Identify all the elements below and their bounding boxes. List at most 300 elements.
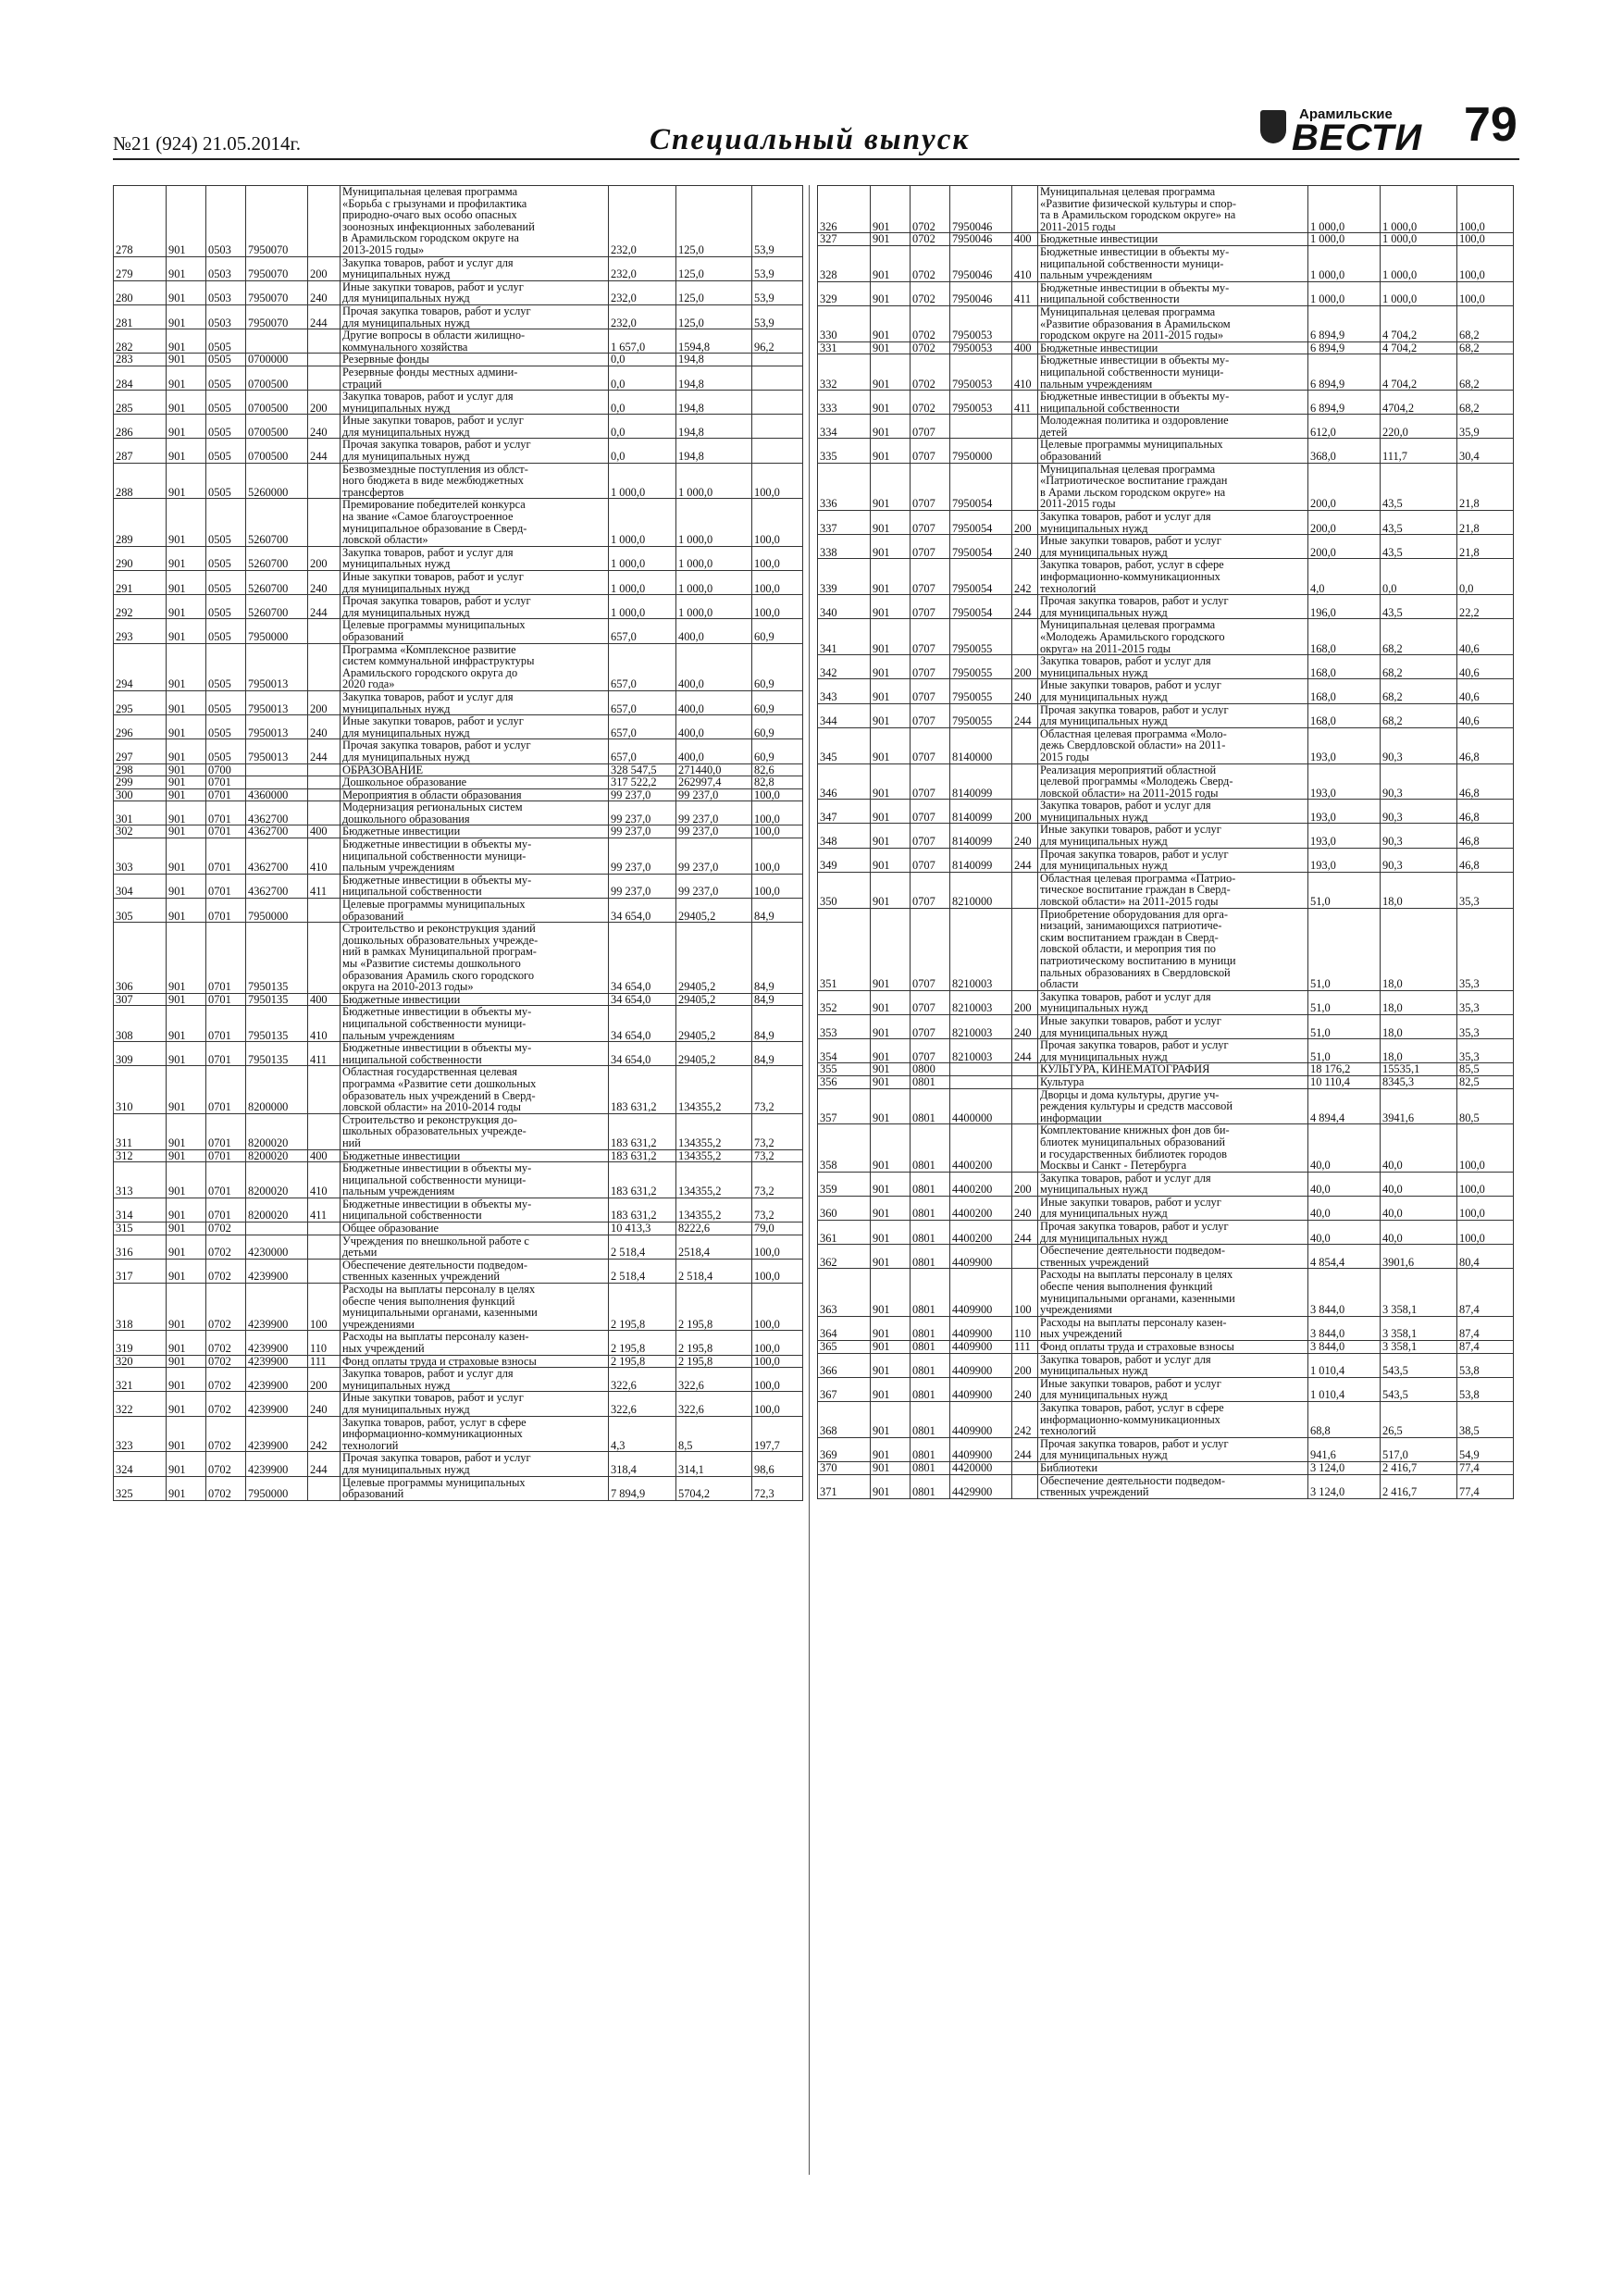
expense-type <box>308 899 341 923</box>
item-name: Резервные фонды <box>341 354 609 366</box>
plan-amount: 99 237,0 <box>609 838 676 875</box>
row-number: 325 <box>114 1476 167 1500</box>
section-code: 0707 <box>911 848 950 872</box>
section-code: 0701 <box>206 1198 246 1222</box>
actual-amount: 29405,2 <box>676 923 752 994</box>
table-row <box>818 511 1514 535</box>
table-body-left <box>114 186 803 1501</box>
section-code: 0700 <box>206 763 246 776</box>
plan-amount: 196,0 <box>1308 595 1381 619</box>
percent: 85,5 <box>1457 1063 1514 1076</box>
plan-amount: 6 894,9 <box>1308 354 1381 391</box>
section-code: 0707 <box>911 1039 950 1063</box>
table-row <box>818 1075 1514 1088</box>
actual-amount: 29405,2 <box>676 1006 752 1042</box>
ministry-code: 901 <box>871 1353 911 1377</box>
expense-type <box>308 619 341 643</box>
item-name: Закупка товаров, работ и услуг для муниципальных нужд <box>1038 1353 1308 1377</box>
section-code: 0707 <box>911 800 950 824</box>
ministry-code: 901 <box>871 848 911 872</box>
section-code: 0505 <box>206 546 246 570</box>
row-number: 286 <box>114 415 167 439</box>
item-name: Комплектование книжных фон дов би- блиотек муниципальных образований и государственных библиотек городов Москвы и Санкт - Петербурга <box>1038 1124 1308 1172</box>
plan-amount: 0,0 <box>609 366 676 390</box>
actual-amount: 125,0 <box>676 186 752 257</box>
section-code: 0707 <box>911 511 950 535</box>
expense-type: 244 <box>308 1452 341 1476</box>
table-row <box>114 1198 803 1222</box>
expense-type <box>308 463 341 499</box>
row-number: 322 <box>114 1392 167 1416</box>
ministry-code: 901 <box>871 415 911 439</box>
plan-amount: 232,0 <box>609 304 676 329</box>
table-row <box>114 1259 803 1283</box>
item-name: Областная государственная целевая программа «Развитие сети дошкольных образователь ных учреждений в Сверд- ловской области» на 2010-2014 годы <box>341 1066 609 1113</box>
ministry-code: 901 <box>871 1461 911 1474</box>
target-article: 5260700 <box>246 571 308 595</box>
plan-amount: 183 631,2 <box>609 1113 676 1149</box>
ministry-code: 901 <box>167 923 206 994</box>
target-article: 4409900 <box>950 1353 1012 1377</box>
ministry-code: 901 <box>871 1474 911 1498</box>
plan-amount: 1 010,4 <box>1308 1353 1381 1377</box>
table-row <box>818 1124 1514 1172</box>
actual-amount: 29405,2 <box>676 1042 752 1066</box>
actual-amount: 134355,2 <box>676 1198 752 1222</box>
row-number: 312 <box>114 1149 167 1162</box>
row-number: 356 <box>818 1075 871 1088</box>
expense-type: 240 <box>1012 535 1038 559</box>
target-article: 8200020 <box>246 1198 308 1222</box>
table-row <box>818 824 1514 848</box>
logo-big-text: ВЕСТИ <box>1292 118 1423 158</box>
ministry-code: 901 <box>167 1042 206 1066</box>
section-code: 0702 <box>206 1452 246 1476</box>
target-article: 4230000 <box>246 1235 308 1259</box>
ministry-code: 901 <box>871 655 911 679</box>
ministry-code: 901 <box>871 824 911 848</box>
row-number: 365 <box>818 1341 871 1354</box>
table-row <box>114 595 803 619</box>
target-article: 0700500 <box>246 366 308 390</box>
plan-amount: 168,0 <box>1308 619 1381 655</box>
plan-amount: 6 894,9 <box>1308 341 1381 354</box>
section-code: 0707 <box>911 872 950 908</box>
percent <box>752 366 803 390</box>
target-article: 7950054 <box>950 511 1012 535</box>
target-article: 8200020 <box>246 1149 308 1162</box>
item-name: Иные закупки товаров, работ и услуг для муниципальных нужд <box>341 571 609 595</box>
actual-amount: 90,3 <box>1381 763 1457 800</box>
expense-type <box>308 1222 341 1235</box>
percent: 100,0 <box>1457 186 1514 233</box>
table-row <box>818 1014 1514 1038</box>
section-code: 0505 <box>206 690 246 714</box>
target-article: 7950046 <box>950 281 1012 305</box>
ministry-code: 901 <box>167 1452 206 1476</box>
expense-type <box>1012 439 1038 463</box>
expense-type <box>308 763 341 776</box>
ministry-code: 901 <box>871 1245 911 1269</box>
expense-type: 244 <box>308 304 341 329</box>
actual-amount: 4 704,2 <box>1381 341 1457 354</box>
actual-amount: 18,0 <box>1381 872 1457 908</box>
table-row <box>114 1235 803 1259</box>
item-name: Иные закупки товаров, работ и услуг для муниципальных нужд <box>341 280 609 304</box>
ministry-code: 901 <box>167 595 206 619</box>
expense-type: 400 <box>308 993 341 1006</box>
item-name: Молодежная политика и оздоровление детей <box>1038 415 1308 439</box>
row-number: 340 <box>818 595 871 619</box>
table-row <box>818 354 1514 391</box>
expense-type <box>1012 305 1038 341</box>
section-code: 0801 <box>911 1245 950 1269</box>
ministry-code: 901 <box>167 801 206 825</box>
section-code: 0505 <box>206 366 246 390</box>
actual-amount: 8222,6 <box>676 1222 752 1235</box>
row-number: 320 <box>114 1355 167 1368</box>
item-name: Бюджетные инвестиции в объекты му- ниципальной собственности <box>1038 281 1308 305</box>
ministry-code: 901 <box>167 1331 206 1355</box>
ministry-code: 901 <box>167 1416 206 1452</box>
actual-amount: 4 704,2 <box>1381 305 1457 341</box>
row-number: 296 <box>114 715 167 739</box>
section-code: 0503 <box>206 304 246 329</box>
expense-type <box>308 329 341 354</box>
header-rule <box>113 158 1519 160</box>
ministry-code: 901 <box>167 1259 206 1283</box>
actual-amount: 43,5 <box>1381 535 1457 559</box>
section-code: 0707 <box>911 727 950 763</box>
plan-amount: 34 654,0 <box>609 993 676 1006</box>
row-number: 334 <box>818 415 871 439</box>
percent: 35,3 <box>1457 1014 1514 1038</box>
actual-amount: 15535,1 <box>1381 1063 1457 1076</box>
table-row <box>114 1066 803 1113</box>
percent: 60,9 <box>752 715 803 739</box>
actual-amount: 0,0 <box>1381 559 1457 595</box>
target-article: 7950013 <box>246 739 308 763</box>
row-number: 367 <box>818 1377 871 1401</box>
expense-type: 410 <box>1012 354 1038 391</box>
target-article: 4409900 <box>950 1377 1012 1401</box>
target-article: 5260700 <box>246 546 308 570</box>
section-code: 0707 <box>911 824 950 848</box>
table-row <box>114 1113 803 1149</box>
section-code: 0701 <box>206 1113 246 1149</box>
actual-amount: 1594,8 <box>676 329 752 354</box>
ministry-code: 901 <box>167 1198 206 1222</box>
table-row <box>818 1377 1514 1401</box>
table-row <box>114 391 803 415</box>
row-number: 318 <box>114 1284 167 1331</box>
plan-amount: 1 000,0 <box>609 499 676 546</box>
row-number: 310 <box>114 1066 167 1113</box>
percent: 53,9 <box>752 186 803 257</box>
target-article: 4409900 <box>950 1401 1012 1437</box>
expense-type: 400 <box>308 1149 341 1162</box>
ministry-code: 901 <box>871 1088 911 1124</box>
ministry-code: 901 <box>871 1172 911 1196</box>
ministry-code: 901 <box>871 354 911 391</box>
percent: 73,2 <box>752 1066 803 1113</box>
expense-type: 240 <box>1012 824 1038 848</box>
target-article: 7950053 <box>950 341 1012 354</box>
plan-amount: 232,0 <box>609 280 676 304</box>
expense-type <box>1012 619 1038 655</box>
row-number: 313 <box>114 1162 167 1198</box>
percent: 100,0 <box>1457 1221 1514 1245</box>
plan-amount: 0,0 <box>609 415 676 439</box>
row-number: 346 <box>818 763 871 800</box>
actual-amount: 68,2 <box>1381 703 1457 727</box>
section-code: 0801 <box>911 1353 950 1377</box>
expense-type: 200 <box>308 391 341 415</box>
percent: 100,0 <box>752 1355 803 1368</box>
row-number: 302 <box>114 825 167 838</box>
table-row <box>818 341 1514 354</box>
expense-type <box>308 776 341 789</box>
percent: 46,8 <box>1457 763 1514 800</box>
section-code: 0701 <box>206 899 246 923</box>
plan-amount: 0,0 <box>609 391 676 415</box>
plan-amount: 7 894,9 <box>609 1476 676 1500</box>
percent: 40,6 <box>1457 679 1514 703</box>
table-row <box>818 559 1514 595</box>
section-code: 0505 <box>206 415 246 439</box>
actual-amount: 194,8 <box>676 354 752 366</box>
expense-type: 200 <box>308 546 341 570</box>
actual-amount: 40,0 <box>1381 1196 1457 1220</box>
plan-amount: 0,0 <box>609 354 676 366</box>
target-article: 8140000 <box>950 727 1012 763</box>
plan-amount: 4 854,4 <box>1308 1245 1381 1269</box>
table-row <box>818 186 1514 233</box>
plan-amount: 232,0 <box>609 186 676 257</box>
ministry-code: 901 <box>167 499 206 546</box>
item-name: Муниципальная целевая программа «Развитие физической культуры и спор- та в Арамильском городском округе» на 2011-2015 годы <box>1038 186 1308 233</box>
table-row <box>818 281 1514 305</box>
row-number: 354 <box>818 1039 871 1063</box>
table-row <box>818 1353 1514 1377</box>
actual-amount: 18,0 <box>1381 908 1457 990</box>
ministry-code: 901 <box>871 1014 911 1038</box>
ministry-code: 901 <box>167 1222 206 1235</box>
percent: 100,0 <box>752 571 803 595</box>
percent <box>752 415 803 439</box>
actual-amount: 1 000,0 <box>676 571 752 595</box>
row-number: 291 <box>114 571 167 595</box>
target-article: 8210003 <box>950 990 1012 1014</box>
expense-type <box>308 1476 341 1500</box>
item-name: Иные закупки товаров, работ и услуг для муниципальных нужд <box>341 415 609 439</box>
plan-amount: 3 844,0 <box>1308 1341 1381 1354</box>
plan-amount: 168,0 <box>1308 679 1381 703</box>
row-number: 326 <box>818 186 871 233</box>
ministry-code: 901 <box>167 739 206 763</box>
plan-amount: 657,0 <box>609 643 676 690</box>
section-code: 0801 <box>911 1461 950 1474</box>
section-code: 0707 <box>911 619 950 655</box>
percent: 35,3 <box>1457 1039 1514 1063</box>
plan-amount: 34 654,0 <box>609 1006 676 1042</box>
row-number: 317 <box>114 1259 167 1283</box>
percent: 53,9 <box>752 256 803 280</box>
ministry-code: 901 <box>871 391 911 415</box>
expense-type: 110 <box>1012 1316 1038 1340</box>
plan-amount: 4,3 <box>609 1416 676 1452</box>
row-number: 353 <box>818 1014 871 1038</box>
table-row <box>114 643 803 690</box>
percent: 100,0 <box>752 825 803 838</box>
expense-type <box>1012 872 1038 908</box>
plan-amount: 10 110,4 <box>1308 1075 1381 1088</box>
ministry-code: 901 <box>167 391 206 415</box>
actual-amount: 1 000,0 <box>1381 186 1457 233</box>
ministry-code: 901 <box>167 619 206 643</box>
item-name: Закупка товаров, работ и услуг для муниципальных нужд <box>341 1368 609 1392</box>
section-code: 0801 <box>911 1075 950 1088</box>
item-name: Областная целевая программа «Моло- дежь Свердловской области» на 2011- 2015 годы <box>1038 727 1308 763</box>
table-row <box>818 1039 1514 1063</box>
plan-amount: 941,6 <box>1308 1437 1381 1461</box>
percent: 35,3 <box>1457 990 1514 1014</box>
expense-type: 244 <box>308 439 341 463</box>
item-name: Культура <box>1038 1075 1308 1088</box>
plan-amount: 317 522,2 <box>609 776 676 789</box>
expense-type: 242 <box>1012 559 1038 595</box>
item-name: Закупка товаров, работ и услуг для муниципальных нужд <box>1038 511 1308 535</box>
left-column <box>113 185 802 1501</box>
target-article <box>950 1075 1012 1088</box>
actual-amount: 18,0 <box>1381 1014 1457 1038</box>
actual-amount: 400,0 <box>676 643 752 690</box>
section-code: 0801 <box>911 1088 950 1124</box>
plan-amount: 232,0 <box>609 256 676 280</box>
row-number: 347 <box>818 800 871 824</box>
plan-amount: 168,0 <box>1308 655 1381 679</box>
expense-type <box>308 366 341 390</box>
percent: 46,8 <box>1457 800 1514 824</box>
percent: 82,6 <box>752 763 803 776</box>
section-code: 0707 <box>911 763 950 800</box>
table-row <box>114 1222 803 1235</box>
section-code: 0707 <box>911 535 950 559</box>
actual-amount: 40,0 <box>1381 1221 1457 1245</box>
target-article: 8140099 <box>950 824 1012 848</box>
actual-amount: 220,0 <box>1381 415 1457 439</box>
plan-amount: 68,8 <box>1308 1401 1381 1437</box>
expense-type: 410 <box>308 838 341 875</box>
section-code: 0707 <box>911 595 950 619</box>
section-code: 0701 <box>206 1066 246 1113</box>
plan-amount: 1 000,0 <box>1308 233 1381 246</box>
actual-amount: 2 195,8 <box>676 1331 752 1355</box>
ministry-code: 901 <box>871 1063 911 1076</box>
target-article: 7950013 <box>246 643 308 690</box>
ministry-code: 901 <box>871 727 911 763</box>
expense-type: 200 <box>1012 1353 1038 1377</box>
expense-type <box>1012 463 1038 510</box>
actual-amount: 262997,4 <box>676 776 752 789</box>
section-code: 0702 <box>911 391 950 415</box>
table-row <box>114 923 803 994</box>
row-number: 358 <box>818 1124 871 1172</box>
expense-type <box>1012 186 1038 233</box>
expense-type: 200 <box>1012 800 1038 824</box>
actual-amount: 90,3 <box>1381 848 1457 872</box>
item-name: Иные закупки товаров, работ и услуг для муниципальных нужд <box>1038 535 1308 559</box>
table-row <box>114 256 803 280</box>
plan-amount: 183 631,2 <box>609 1149 676 1162</box>
plan-amount: 18 176,2 <box>1308 1063 1381 1076</box>
expense-type: 244 <box>1012 1221 1038 1245</box>
section-code: 0701 <box>206 776 246 789</box>
target-article: 4409900 <box>950 1316 1012 1340</box>
item-name: Обеспечение деятельности подведом- ственных казенных учреждений <box>341 1259 609 1283</box>
percent: 40,6 <box>1457 703 1514 727</box>
row-number: 338 <box>818 535 871 559</box>
plan-amount: 6 894,9 <box>1308 305 1381 341</box>
row-number: 345 <box>818 727 871 763</box>
actual-amount: 99 237,0 <box>676 825 752 838</box>
section-code: 0505 <box>206 715 246 739</box>
item-name: Целевые программы муниципальных образований <box>341 899 609 923</box>
row-number: 350 <box>818 872 871 908</box>
row-number: 314 <box>114 1198 167 1222</box>
target-article: 7950135 <box>246 1006 308 1042</box>
percent: 60,9 <box>752 739 803 763</box>
plan-amount: 657,0 <box>609 739 676 763</box>
table-row <box>818 908 1514 990</box>
item-name: Модернизация региональных систем дошкольного образования <box>341 801 609 825</box>
row-number: 362 <box>818 1245 871 1269</box>
percent: 79,0 <box>752 1222 803 1235</box>
row-number: 371 <box>818 1474 871 1498</box>
plan-amount: 3 844,0 <box>1308 1269 1381 1316</box>
item-name: ОБРАЗОВАНИЕ <box>341 763 609 776</box>
actual-amount: 125,0 <box>676 256 752 280</box>
table-row <box>818 535 1514 559</box>
table-row <box>818 1088 1514 1124</box>
item-name: Прочая закупка товаров, работ и услуг для муниципальных нужд <box>341 595 609 619</box>
row-number: 289 <box>114 499 167 546</box>
actual-amount: 4704,2 <box>1381 391 1457 415</box>
table-row <box>818 1437 1514 1461</box>
ministry-code: 901 <box>167 1149 206 1162</box>
item-name: Муниципальная целевая программа «Развитие образования в Арамильском городском округе на 2011-2015 годы» <box>1038 305 1308 341</box>
row-number: 341 <box>818 619 871 655</box>
target-article: 4239900 <box>246 1392 308 1416</box>
actual-amount: 18,0 <box>1381 1039 1457 1063</box>
item-name: Бюджетные инвестиции в объекты му- ниципальной собственности муници- пальным учреждениям <box>341 1006 609 1042</box>
target-article: 4362700 <box>246 825 308 838</box>
ministry-code: 901 <box>167 874 206 898</box>
right-column <box>817 185 1513 1499</box>
percent <box>752 354 803 366</box>
section-code: 0503 <box>206 280 246 304</box>
plan-amount: 2 518,4 <box>609 1259 676 1283</box>
plan-amount: 6 894,9 <box>1308 391 1381 415</box>
budget-table-right <box>817 185 1514 1499</box>
percent: 53,9 <box>752 304 803 329</box>
item-name: Муниципальная целевая программа «Молодежь Арамильского городского округа» на 2011-2015 годы <box>1038 619 1308 655</box>
expense-type <box>1012 1124 1038 1172</box>
section-code: 0707 <box>911 463 950 510</box>
actual-amount: 134355,2 <box>676 1066 752 1113</box>
row-number: 332 <box>818 354 871 391</box>
ministry-code: 901 <box>871 535 911 559</box>
